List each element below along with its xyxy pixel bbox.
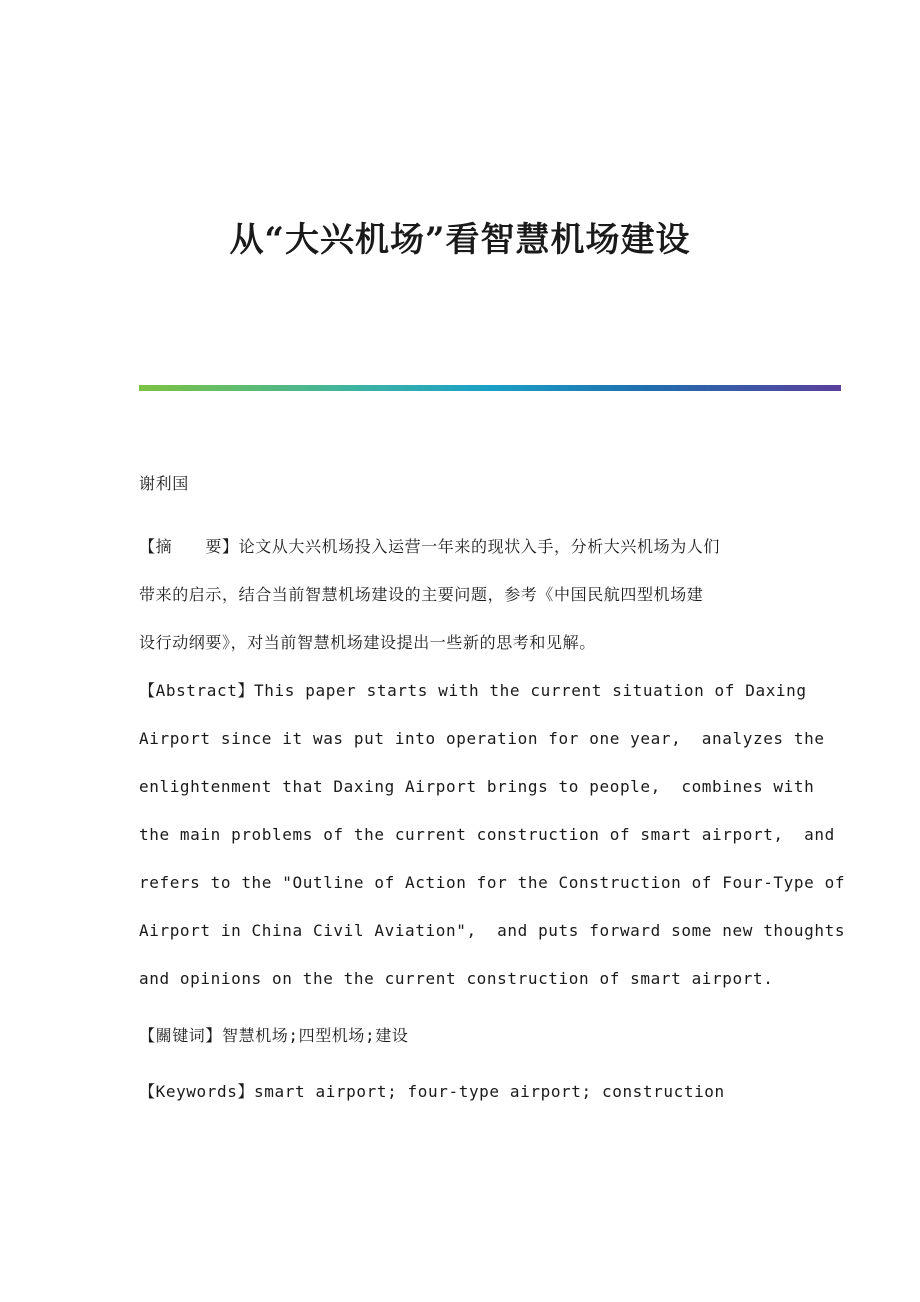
keywords-english: 【Keywords】smart airport; four-type airport; construction: [139, 1082, 725, 1101]
abstract-english-line: and opinions on the the current construction of smart airport.: [139, 969, 774, 988]
author-name: 谢利国: [139, 474, 189, 493]
abstract-english-line: refers to the "Outline of Action for the Construction of Four-Type of: [139, 873, 846, 892]
abstract-chinese-line: 设行动纲要》，对当前智慧机场建设提出一些新的思考和见解。: [139, 633, 596, 652]
abstract-chinese-line: 带来的启示，结合当前智慧机场建设的主要问题，参考《中国民航四型机场建: [139, 585, 704, 604]
abstract-chinese: [139, 523, 789, 667]
abstract-english-line: enlightenment that Daxing Airport brings to people, combines with: [139, 777, 815, 796]
abstract-chinese-line: 【摘 要】论文从大兴机场投入运营一年来的现状入手，分析大兴机场为人们: [139, 537, 721, 556]
abstract-english: [139, 667, 846, 1003]
abstract-english-line: the main problems of the current construction of smart airport, and: [139, 825, 835, 844]
title-divider: [139, 385, 841, 391]
abstract-english-line: 【Abstract】This paper starts with the current situation of Daxing: [139, 681, 807, 700]
document-title: 从“大兴机场”看智慧机场建设: [229, 220, 691, 260]
abstract-english-line: Airport since it was put into operation for one year, analyzes the: [139, 729, 825, 748]
keywords-chinese: 【關键词】智慧机场;四型机场;建设: [139, 1026, 409, 1045]
abstract-english-line: Airport in China Civil Aviation", and puts forward some new thoughts: [139, 921, 846, 940]
